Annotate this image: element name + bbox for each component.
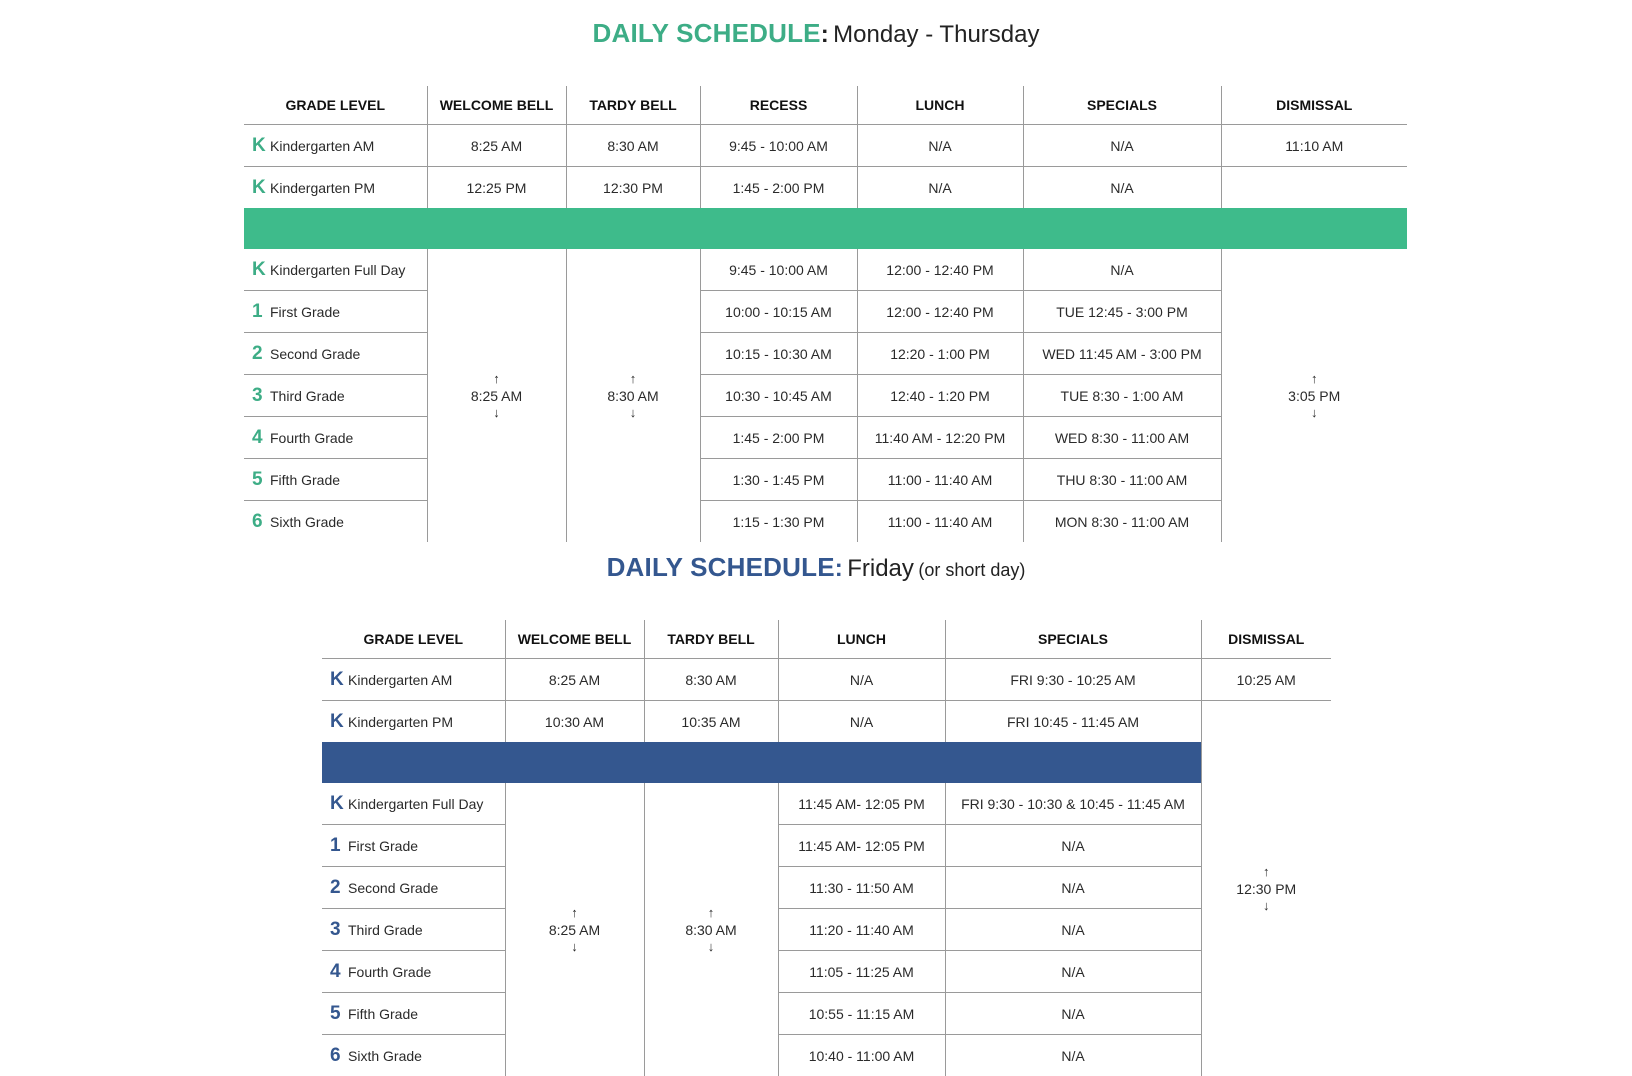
lunch-cell: 12:00 - 12:40 PM (857, 249, 1023, 291)
lunch-cell: 12:20 - 1:00 PM (857, 333, 1023, 375)
grade-mark: 1 (330, 835, 344, 857)
mt-header-row (244, 86, 1407, 125)
grade-mark: 1 (252, 301, 266, 323)
table-row (322, 951, 1331, 993)
recess-cell: 10:00 - 10:15 AM (700, 291, 857, 333)
table-row (244, 249, 1407, 291)
fri-header-dismissal: DISMISSAL (1201, 620, 1331, 659)
lunch-cell: 11:45 AM- 12:05 PM (778, 825, 945, 867)
grade-cell (322, 783, 505, 825)
specials-cell: WED 11:45 AM - 3:00 PM (1023, 333, 1221, 375)
grade-mark: 2 (252, 343, 266, 365)
grade-mark: K (330, 711, 344, 733)
grade-cell (322, 659, 505, 701)
grade-cell (244, 333, 427, 375)
fri-title-bold: DAILY SCHEDULE (607, 552, 835, 582)
recess-cell: 1:45 - 2:00 PM (700, 167, 857, 209)
grade-cell (322, 867, 505, 909)
lunch-cell: N/A (857, 125, 1023, 167)
specials-cell: N/A (1023, 167, 1221, 209)
grade-cell (244, 125, 427, 167)
recess-cell: 1:45 - 2:00 PM (700, 417, 857, 459)
full-day-divider-bar (244, 208, 1407, 249)
welcome-bell-cell: 12:25 PM (427, 167, 566, 209)
specials-cell: TUE 8:30 - 1:00 AM (1023, 375, 1221, 417)
specials-cell: N/A (945, 909, 1201, 951)
mt-header-specials: SPECIALS (1023, 86, 1221, 125)
welcome-bell-value: 8:25 AM (471, 388, 522, 404)
mt-title-colon: : (821, 21, 829, 48)
lunch-cell: N/A (857, 167, 1023, 209)
table-row (322, 783, 1331, 825)
dismissal-cell (1221, 167, 1407, 209)
grade-label: Sixth Grade (348, 1048, 422, 1064)
arrow-down-icon: ↓ (1222, 404, 1408, 422)
welcome-bell-cell: 8:25 AM (427, 125, 566, 167)
arrow-down-icon: ↓ (1202, 897, 1332, 915)
grade-mark: K (330, 669, 344, 691)
arrow-down-icon: ↓ (567, 404, 700, 422)
welcome-bell-span-cell (505, 783, 644, 1076)
mt-title (0, 18, 1632, 49)
specials-cell: N/A (945, 1035, 1201, 1076)
grade-cell (244, 249, 427, 291)
tardy-bell-value: 8:30 AM (607, 388, 658, 404)
table-row (322, 993, 1331, 1035)
grade-label: Fourth Grade (348, 964, 431, 980)
specials-cell: N/A (1023, 125, 1221, 167)
arrow-up-icon: ↑ (428, 370, 566, 388)
grade-label: Fourth Grade (270, 430, 353, 446)
grade-cell (322, 993, 505, 1035)
grade-cell (244, 459, 427, 501)
grade-label: Third Grade (348, 922, 423, 938)
specials-cell: N/A (945, 993, 1201, 1035)
grade-mark: K (252, 135, 266, 157)
welcome-bell-span-cell (427, 249, 566, 542)
table-row (244, 167, 1407, 209)
lunch-cell: 11:20 - 11:40 AM (778, 909, 945, 951)
grade-cell (244, 375, 427, 417)
fri-title (0, 552, 1632, 583)
lunch-cell: 12:40 - 1:20 PM (857, 375, 1023, 417)
fri-header-tardy-bell: TARDY BELL (644, 620, 778, 659)
mt-header-dismissal: DISMISSAL (1221, 86, 1407, 125)
lunch-cell: 10:55 - 11:15 AM (778, 993, 945, 1035)
dismissal-value: 12:30 PM (1236, 881, 1296, 897)
table-row (322, 1035, 1331, 1076)
mt-title-days: Monday - Thursday (833, 21, 1039, 48)
grade-cell (322, 701, 505, 743)
tardy-bell-cell: 8:30 AM (644, 659, 778, 701)
table-row (322, 825, 1331, 867)
arrow-down-icon: ↓ (428, 404, 566, 422)
specials-cell: TUE 12:45 - 3:00 PM (1023, 291, 1221, 333)
grade-label: First Grade (348, 838, 418, 854)
grade-label: Kindergarten PM (348, 714, 453, 730)
mt-header-tardy-bell: TARDY BELL (566, 86, 700, 125)
grade-label: Sixth Grade (270, 514, 344, 530)
table-row (322, 867, 1331, 909)
fri-title-note: (or short day) (918, 560, 1025, 580)
table-row (322, 909, 1331, 951)
recess-cell: 10:30 - 10:45 AM (700, 375, 857, 417)
specials-cell: N/A (1023, 249, 1221, 291)
lunch-cell: 11:40 AM - 12:20 PM (857, 417, 1023, 459)
grade-mark: 6 (330, 1045, 344, 1067)
grade-label: Kindergarten PM (270, 180, 375, 196)
arrow-down-icon: ↓ (645, 938, 778, 956)
full-day-divider (244, 208, 1407, 249)
lunch-cell: 11:00 - 11:40 AM (857, 459, 1023, 501)
fri-header-lunch: LUNCH (778, 620, 945, 659)
dismissal-cell: 11:10 AM (1221, 125, 1407, 167)
fri-header-specials: SPECIALS (945, 620, 1201, 659)
recess-cell: 1:15 - 1:30 PM (700, 501, 857, 543)
arrow-down-icon: ↓ (506, 938, 644, 956)
grade-cell (244, 501, 427, 543)
dismissal-value: 3:05 PM (1288, 388, 1340, 404)
specials-cell: N/A (945, 867, 1201, 909)
grade-cell (322, 1035, 505, 1076)
lunch-cell: 12:00 - 12:40 PM (857, 291, 1023, 333)
lunch-cell: N/A (778, 701, 945, 743)
tardy-bell-span-cell (566, 249, 700, 542)
mt-header-welcome-bell: WELCOME BELL (427, 86, 566, 125)
welcome-bell-cell: 10:30 AM (505, 701, 644, 743)
recess-cell: 1:30 - 1:45 PM (700, 459, 857, 501)
specials-cell: FRI 9:30 - 10:30 & 10:45 - 11:45 AM (945, 783, 1201, 825)
grade-mark: K (330, 793, 344, 815)
grade-label: Second Grade (348, 880, 438, 896)
tardy-bell-span-cell (644, 783, 778, 1076)
lunch-cell: N/A (778, 659, 945, 701)
recess-cell: 10:15 - 10:30 AM (700, 333, 857, 375)
dismissal-span-cell (1201, 701, 1331, 1076)
mt-schedule-table (244, 86, 1407, 542)
specials-cell: WED 8:30 - 11:00 AM (1023, 417, 1221, 459)
recess-cell: 9:45 - 10:00 AM (700, 125, 857, 167)
grade-label: Second Grade (270, 346, 360, 362)
specials-cell: MON 8:30 - 11:00 AM (1023, 501, 1221, 543)
grade-mark: K (252, 259, 266, 281)
grade-label: Kindergarten AM (348, 672, 452, 688)
mt-title-bold: DAILY SCHEDULE (593, 18, 821, 48)
lunch-cell: 11:30 - 11:50 AM (778, 867, 945, 909)
grade-cell (322, 951, 505, 993)
grade-label: Kindergarten Full Day (270, 262, 405, 278)
mt-header-lunch: LUNCH (857, 86, 1023, 125)
grade-mark: 5 (252, 469, 266, 491)
grade-cell (244, 291, 427, 333)
grade-label: Fifth Grade (270, 472, 340, 488)
fri-title-day: Friday (847, 555, 914, 582)
table-row (322, 659, 1331, 701)
grade-mark: 2 (330, 877, 344, 899)
grade-label: First Grade (270, 304, 340, 320)
arrow-up-icon: ↑ (645, 904, 778, 922)
fri-header-row (322, 620, 1331, 659)
specials-cell: N/A (945, 951, 1201, 993)
tardy-bell-value: 8:30 AM (685, 922, 736, 938)
table-row (322, 701, 1331, 743)
grade-label: Fifth Grade (348, 1006, 418, 1022)
recess-cell: 9:45 - 10:00 AM (700, 249, 857, 291)
grade-label: Kindergarten Full Day (348, 796, 483, 812)
fri-schedule-table (322, 620, 1331, 1076)
fri-title-colon: : (835, 555, 843, 582)
grade-mark: 4 (330, 961, 344, 983)
arrow-up-icon: ↑ (567, 370, 700, 388)
table-row (244, 125, 1407, 167)
fri-header-grade-level: GRADE LEVEL (322, 620, 505, 659)
grade-mark: 3 (252, 385, 266, 407)
fri-header-welcome-bell: WELCOME BELL (505, 620, 644, 659)
grade-mark: K (252, 177, 266, 199)
arrow-up-icon: ↑ (1202, 863, 1332, 881)
mt-header-grade-level: GRADE LEVEL (244, 86, 427, 125)
grade-mark: 3 (330, 919, 344, 941)
tardy-bell-cell: 8:30 AM (566, 125, 700, 167)
grade-mark: 5 (330, 1003, 344, 1025)
grade-cell (322, 909, 505, 951)
dismissal-cell: 10:25 AM (1201, 659, 1331, 701)
grade-label: Third Grade (270, 388, 345, 404)
grade-mark: 4 (252, 427, 266, 449)
welcome-bell-cell: 8:25 AM (505, 659, 644, 701)
dismissal-span-cell (1221, 249, 1407, 542)
welcome-bell-value: 8:25 AM (549, 922, 600, 938)
lunch-cell: 10:40 - 11:00 AM (778, 1035, 945, 1076)
full-day-divider-bar (322, 742, 1201, 783)
grade-cell (244, 167, 427, 209)
full-day-divider (322, 742, 1331, 783)
grade-cell (322, 825, 505, 867)
mt-header-recess: RECESS (700, 86, 857, 125)
grade-cell (244, 417, 427, 459)
tardy-bell-cell: 10:35 AM (644, 701, 778, 743)
specials-cell: FRI 10:45 - 11:45 AM (945, 701, 1201, 743)
lunch-cell: 11:05 - 11:25 AM (778, 951, 945, 993)
lunch-cell: 11:45 AM- 12:05 PM (778, 783, 945, 825)
grade-label: Kindergarten AM (270, 138, 374, 154)
specials-cell: THU 8:30 - 11:00 AM (1023, 459, 1221, 501)
grade-mark: 6 (252, 511, 266, 533)
arrow-up-icon: ↑ (506, 904, 644, 922)
specials-cell: N/A (945, 825, 1201, 867)
specials-cell: FRI 9:30 - 10:25 AM (945, 659, 1201, 701)
tardy-bell-cell: 12:30 PM (566, 167, 700, 209)
lunch-cell: 11:00 - 11:40 AM (857, 501, 1023, 543)
arrow-up-icon: ↑ (1222, 370, 1408, 388)
